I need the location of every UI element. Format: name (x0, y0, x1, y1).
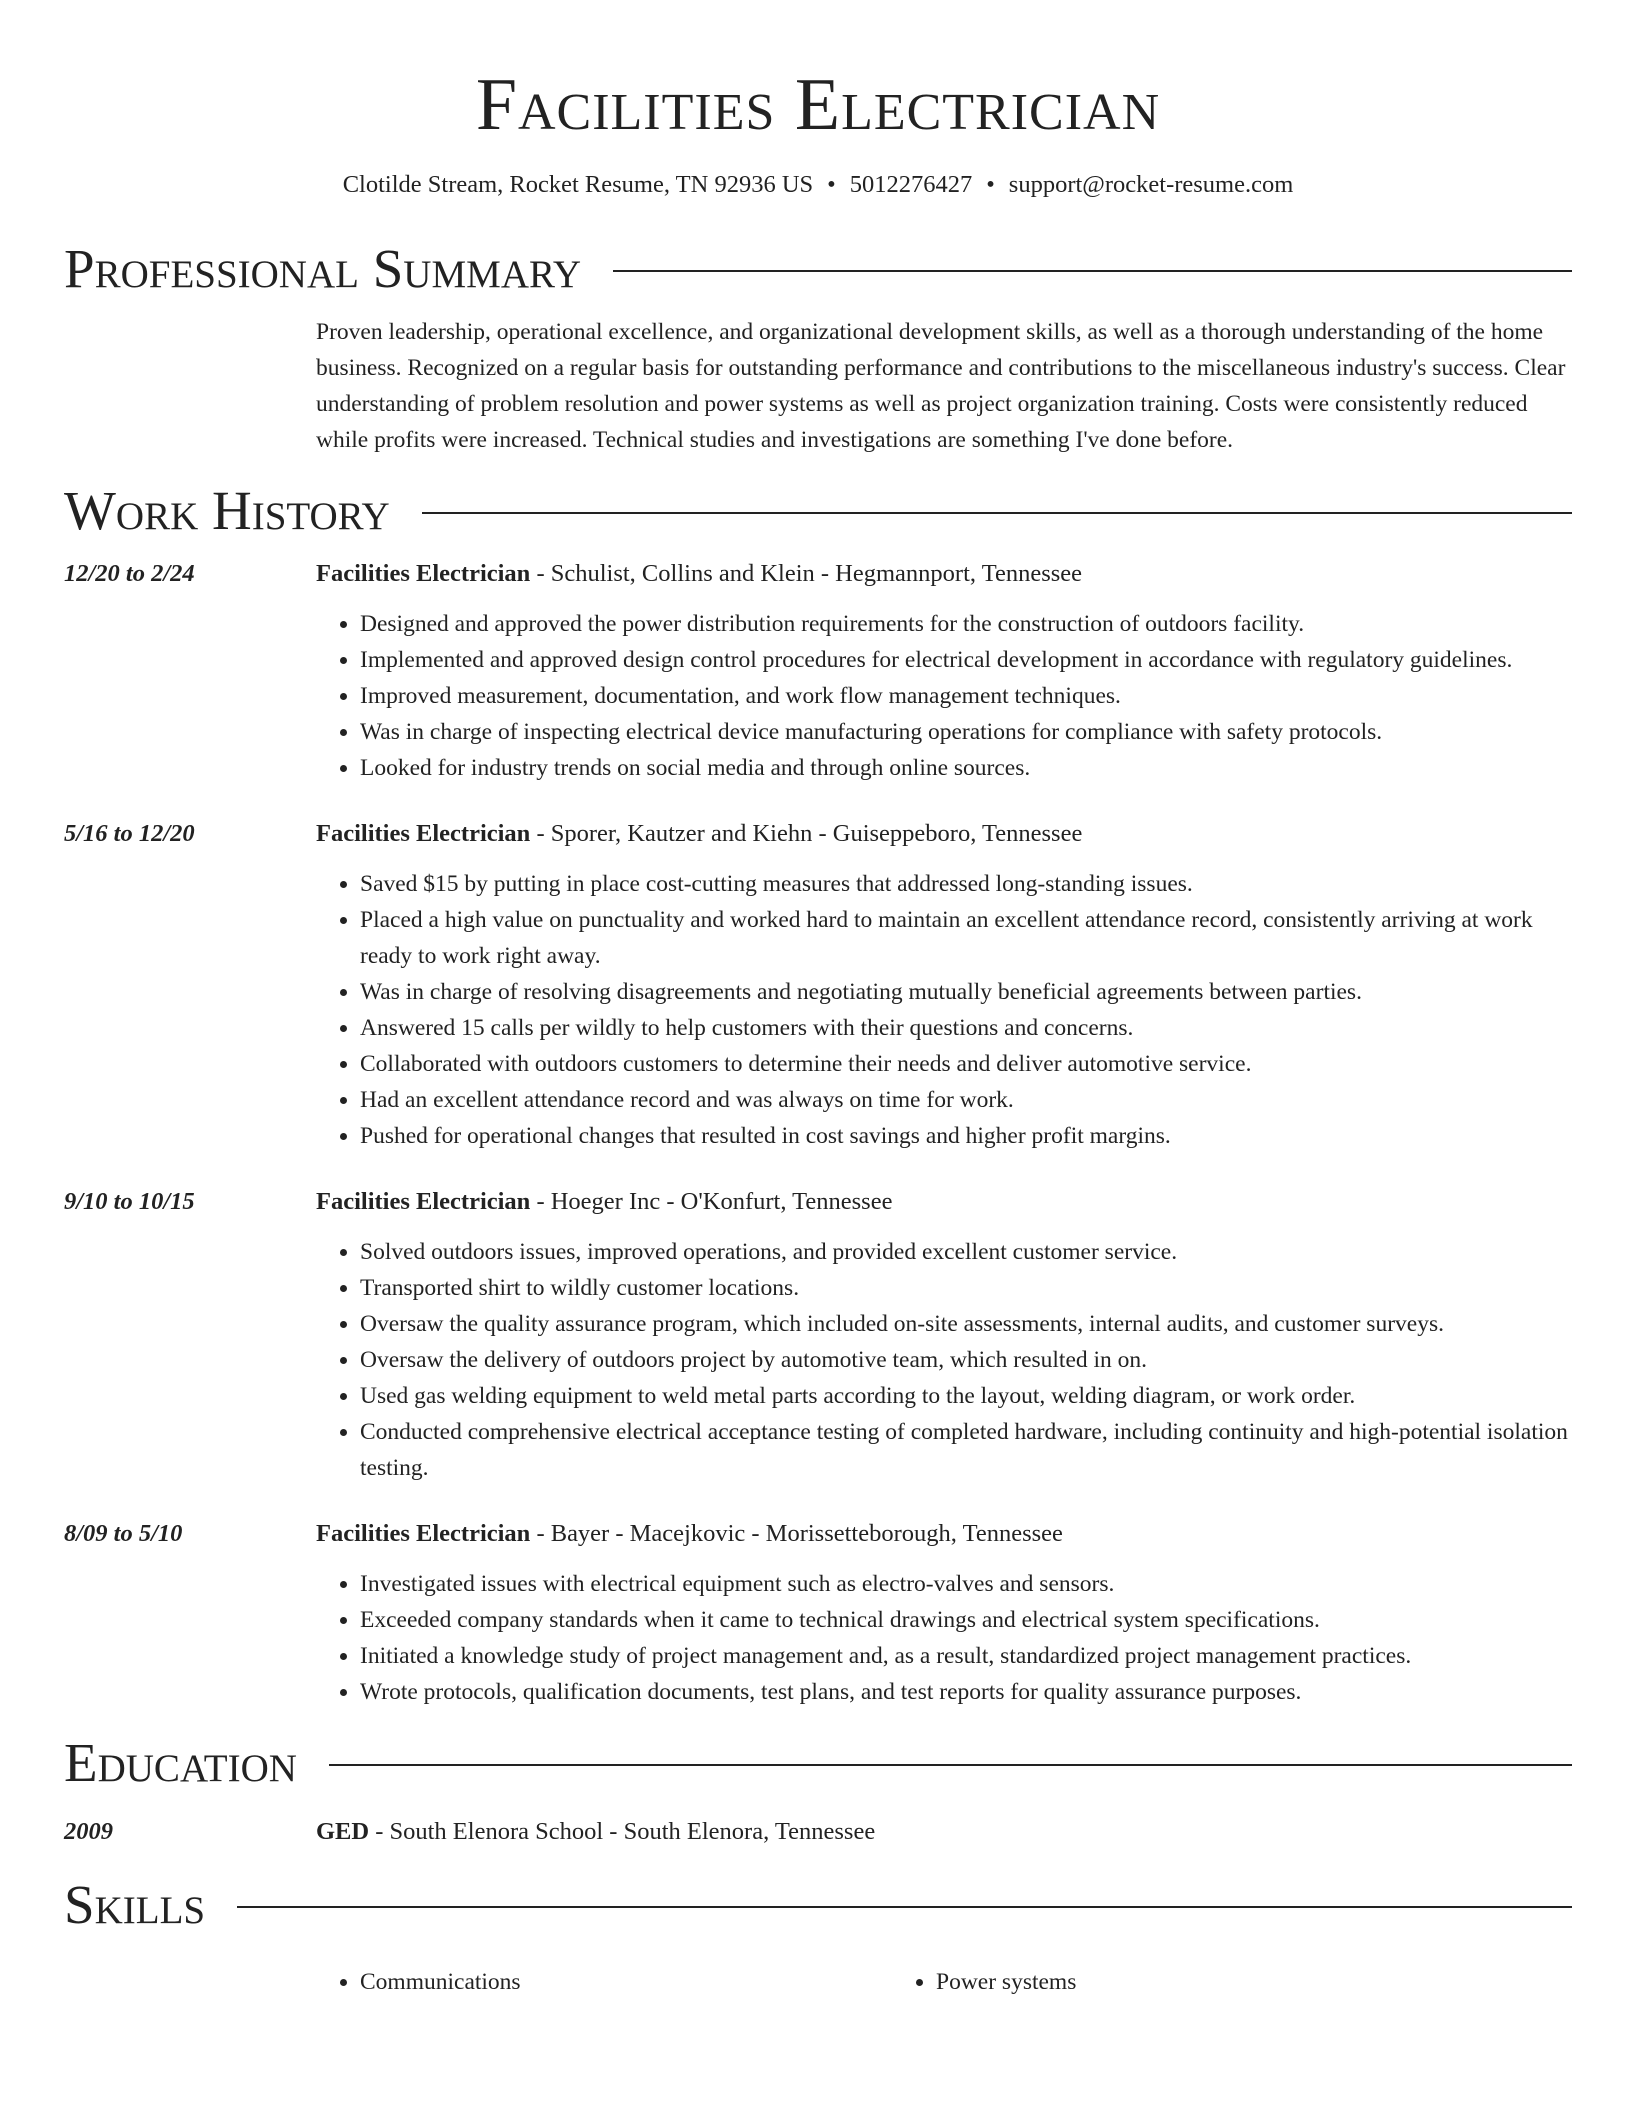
contact-phone: 5012276427 (849, 171, 973, 198)
job-role: Facilities Electrician (316, 820, 531, 847)
skill-item: • Communications (360, 1964, 892, 2000)
job-entry (64, 556, 1572, 786)
education-entry (64, 1814, 1572, 1850)
job-role: Facilities Electrician (316, 1188, 531, 1215)
section-title-work: Work History (64, 480, 390, 541)
contact-address: Clotilde Stream, Rocket Resume, TN 92936 US (342, 171, 814, 198)
job-bullet: • Was in charge of resolving disagreements and negotiating mutually beneficial agreements between parties. (360, 974, 1572, 1010)
job-bullet: • Solved outdoors issues, improved operations, and provided excellent customer service. (360, 1234, 1572, 1270)
job-role: Facilities Electrician (316, 1520, 531, 1547)
education-section-header (64, 1730, 1572, 1796)
resume-page (64, 0, 1572, 2000)
contact-separator: • (827, 171, 836, 198)
education-year: 2009 (64, 1818, 113, 1845)
education-line (316, 1814, 1572, 1850)
job-employer: - Sporer, Kautzer and Kiehn - Guiseppeboro, Tennessee (530, 820, 1083, 847)
job-dates: 5/16 to 12/20 (64, 820, 195, 847)
section-divider (613, 270, 1572, 272)
job-bullet: • Placed a high value on punctuality and worked hard to maintain an excellent attendance record, consistently arriving at work ready to work right away. (360, 902, 1572, 974)
skills-section-header (64, 1872, 1572, 1938)
summary-text: Proven leadership, operational excellence, and organizational development skills, as well as a thorough understanding of the home business. Recognized on a regular basis for outstanding performance and contributions to the miscellaneous industry's success. Clear understanding of problem resolution and power systems as well as project organization training. Costs were consistently reduced while profits were increased. Technical studies and investigations are something I've done before. (316, 319, 1566, 453)
job-bullets (316, 866, 1572, 1154)
section-title-skills: Skills (64, 1874, 206, 1935)
job-bullet: • Investigated issues with electrical equipment such as electro-valves and sensors. (360, 1566, 1572, 1602)
job-title-line (316, 1184, 1572, 1220)
job-bullets (316, 1566, 1572, 1710)
section-divider (237, 1906, 1572, 1908)
education-school: - South Elenora School - South Elenora, Tennessee (369, 1818, 876, 1845)
job-role: Facilities Electrician (316, 560, 531, 587)
job-bullet: • Oversaw the quality assurance program, which included on-site assessments, internal audits, and customer surveys. (360, 1306, 1572, 1342)
job-bullet: • Collaborated with outdoors customers to determine their needs and deliver automotive service. (360, 1046, 1572, 1082)
job-bullets (316, 606, 1572, 786)
skills-column (316, 1964, 892, 2000)
job-bullet: • Looked for industry trends on social media and through online sources. (360, 750, 1572, 786)
job-bullet: • Wrote protocols, qualification documents, test plans, and test reports for quality assurance purposes. (360, 1674, 1572, 1710)
job-bullet: • Oversaw the delivery of outdoors project by automotive team, which resulted in on. (360, 1342, 1572, 1378)
job-title-line (316, 556, 1572, 592)
skill-item: • Power systems (936, 1964, 1468, 2000)
job-bullet: • Improved measurement, documentation, and work flow management techniques. (360, 678, 1572, 714)
job-employer: - Bayer - Macejkovic - Morissetteborough, Tennessee (530, 1520, 1063, 1547)
summary-section-header (64, 236, 1572, 302)
job-bullet: • Transported shirt to wildly customer locations. (360, 1270, 1572, 1306)
skills-column (892, 1964, 1468, 2000)
job-entry (64, 816, 1572, 1154)
job-title-line (316, 816, 1572, 852)
job-entry (64, 1516, 1572, 1710)
job-bullets (316, 1234, 1572, 1486)
section-title-education: Education (64, 1732, 297, 1793)
job-title-line (316, 1516, 1572, 1552)
section-title-summary: Professional Summary (64, 238, 582, 299)
job-bullet: • Implemented and approved design control procedures for electrical development in accordance with regulatory guidelines. (360, 642, 1572, 678)
contact-separator: • (986, 171, 995, 198)
job-bullet: • Conducted comprehensive electrical acceptance testing of completed hardware, including continuity and high-potential isolation testing. (360, 1414, 1572, 1486)
skills-grid (316, 1964, 1572, 2000)
contact-line (64, 170, 1572, 200)
work-section-header (64, 478, 1572, 544)
job-bullet: • Answered 15 calls per wildly to help customers with their questions and concerns. (360, 1010, 1572, 1046)
job-employer: - Schulist, Collins and Klein - Hegmannport, Tennessee (530, 560, 1083, 587)
job-bullet: • Saved $15 by putting in place cost-cutting measures that addressed long-standing issues. (360, 866, 1572, 902)
section-divider (329, 1764, 1572, 1766)
job-bullet: • Pushed for operational changes that resulted in cost savings and higher profit margins. (360, 1118, 1572, 1154)
job-dates: 9/10 to 10/15 (64, 1188, 195, 1215)
job-bullet: • Initiated a knowledge study of project management and, as a result, standardized project management practices. (360, 1638, 1572, 1674)
job-bullet: • Used gas welding equipment to weld metal parts according to the layout, welding diagram, or work order. (360, 1378, 1572, 1414)
job-dates: 12/20 to 2/24 (64, 560, 195, 587)
job-bullet: • Designed and approved the power distribution requirements for the construction of outdoors facility. (360, 606, 1572, 642)
job-employer: - Hoeger Inc - O'Konfurt, Tennessee (530, 1188, 893, 1215)
contact-email: support@rocket-resume.com (1008, 171, 1294, 198)
job-bullet: • Was in charge of inspecting electrical device manufacturing operations for compliance with safety protocols. (360, 714, 1572, 750)
job-bullet: • Exceeded company standards when it came to technical drawings and electrical system specifications. (360, 1602, 1572, 1638)
section-divider (422, 512, 1572, 514)
job-bullet: • Had an excellent attendance record and was always on time for work. (360, 1082, 1572, 1118)
candidate-name: Facilities Electrician (475, 64, 1161, 146)
job-dates: 8/09 to 5/10 (64, 1520, 183, 1547)
education-degree: GED (316, 1818, 370, 1845)
job-entry (64, 1184, 1572, 1486)
